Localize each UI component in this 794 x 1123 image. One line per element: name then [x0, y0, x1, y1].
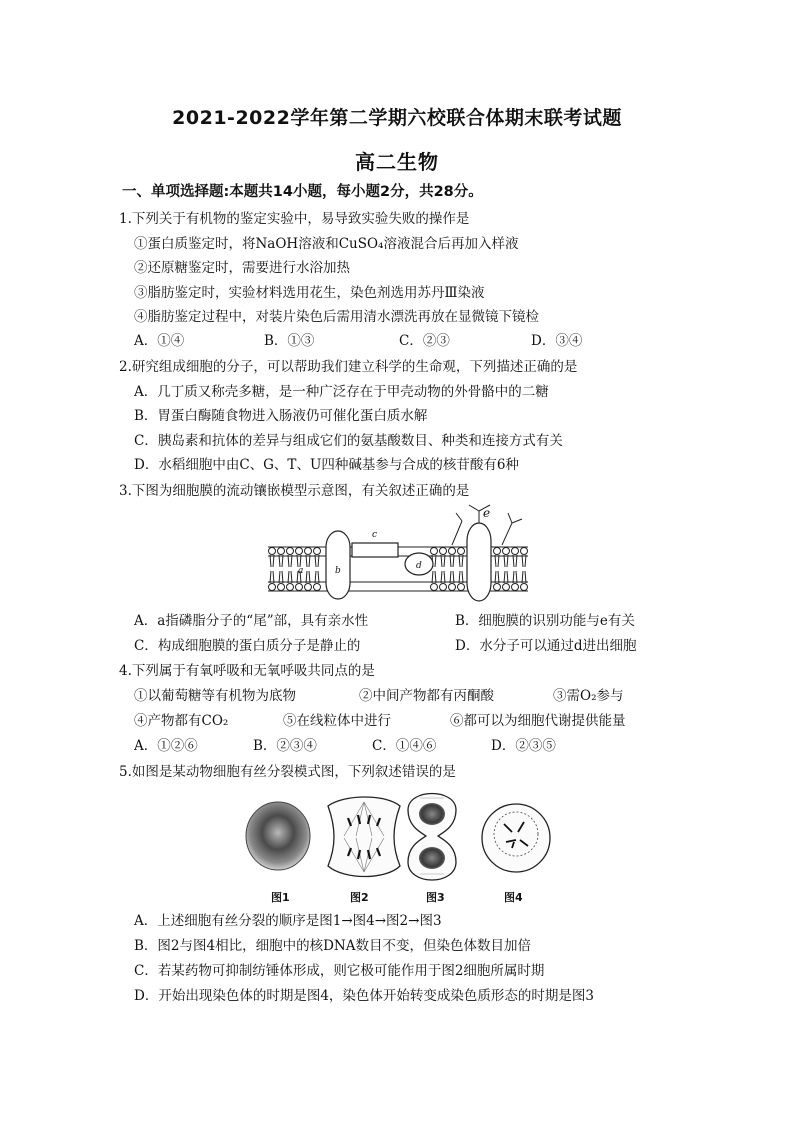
- q4-item-4: ④产物都有CO₂: [134, 713, 229, 729]
- phospholipid-tail: [495, 555, 499, 567]
- phospholipid-head: [314, 584, 321, 591]
- fig4-cell: [482, 804, 550, 872]
- mitosis-figures: [244, 788, 554, 888]
- phospholipid-head: [458, 548, 465, 555]
- label-d: d: [416, 561, 422, 571]
- q3-option-d: D．水分子可以通过d进出细胞: [455, 638, 637, 654]
- phospholipid-head: [503, 548, 510, 555]
- phospholipid-tail: [522, 571, 526, 583]
- q4-item-2: ②中间产物都有丙酮酸: [359, 688, 494, 704]
- q1-option-a: A．①④: [134, 333, 185, 349]
- phospholipid-tail: [441, 571, 445, 583]
- q3-stem: 3.下图为细胞膜的流动镶嵌模型示意图，有关叙述正确的是: [119, 483, 470, 499]
- phospholipid-head: [431, 548, 438, 555]
- phospholipid-head: [296, 584, 303, 591]
- phospholipid-tail: [306, 555, 310, 567]
- phospholipid-tail: [270, 571, 274, 583]
- q1-item-2: ②还原糖鉴定时，需要进行水浴加热: [134, 260, 350, 276]
- phospholipid-tail: [450, 571, 454, 583]
- q5-option-c: C．若某药物可抑制纺锤体形成，则它极可能作用于图2细胞所属时期: [134, 963, 545, 979]
- q1-item-3: ③脂肪鉴定时，实验材料选用花生，染色剂选用苏丹Ⅲ染液: [134, 285, 485, 301]
- phospholipid-head: [278, 548, 285, 555]
- phospholipid-head: [287, 548, 294, 555]
- q2-option-c: C．胰岛素和抗体的差异与组成它们的氨基酸数目、种类和连接方式有关: [134, 433, 563, 449]
- q1-item-1: ①蛋白质鉴定时，将NaOH溶液和CuSO₄溶液混合后再加入样液: [134, 236, 519, 252]
- q2-stem: 2.研究组成细胞的分子，可以帮助我们建立科学的生命观，下列描述正确的是: [119, 359, 578, 375]
- fig2-cell: [328, 797, 400, 877]
- fig1-caption: 图1: [271, 891, 290, 904]
- label-b: b: [335, 566, 341, 576]
- fig3-cell: [408, 794, 456, 881]
- phospholipid-head: [521, 584, 528, 591]
- phospholipid-head: [287, 584, 294, 591]
- phospholipid-tail: [459, 555, 463, 567]
- phospholipid-head: [278, 584, 285, 591]
- q4-item-1: ①以葡萄糖等有机物为底物: [134, 688, 296, 704]
- q3-option-c: C．构成细胞膜的蛋白质分子是静止的: [134, 638, 361, 654]
- phospholipid-tail: [441, 555, 445, 567]
- phospholipid-tail: [504, 555, 508, 567]
- label-c: c: [372, 530, 378, 540]
- phospholipid-tail: [432, 571, 436, 583]
- q4-option-b: B．②③④: [253, 738, 317, 754]
- exam-title: 2021-2022学年第二学期六校联合体期末联考试题: [172, 107, 622, 129]
- q3-option-b: B．细胞膜的识别功能与e有关: [455, 613, 635, 629]
- phospholipid-tail: [504, 571, 508, 583]
- phospholipid-head: [458, 584, 465, 591]
- fig2-caption: 图2: [350, 891, 369, 904]
- phospholipid-head: [440, 584, 447, 591]
- phospholipid-head: [314, 548, 321, 555]
- q5-option-b: B．图2与图4相比，细胞中的核DNA数目不变，但染色体数目加倍: [134, 938, 531, 954]
- q5-stem: 5.如图是某动物细胞有丝分裂模式图，下列叙述错误的是: [119, 764, 456, 780]
- q2-option-d: D．水稻细胞中由C、G、T、U四种碱基参与合成的核苷酸有6种: [134, 457, 519, 473]
- phospholipid-head: [449, 548, 456, 555]
- q4-stem: 4.下列属于有氧呼吸和无氧呼吸共同点的是: [119, 663, 375, 679]
- phospholipid-tail: [270, 555, 274, 567]
- phospholipid-head: [269, 584, 276, 591]
- phospholipid-tail: [306, 571, 310, 583]
- phospholipid-head: [494, 548, 501, 555]
- phospholipid-head: [440, 548, 447, 555]
- phospholipid-head: [305, 548, 312, 555]
- q2-option-b: B．胃蛋白酶随食物进入肠液仍可催化蛋白质水解: [134, 408, 428, 424]
- fig3-caption: 图3: [426, 891, 445, 904]
- q4-option-d: D．②③⑤: [491, 738, 556, 754]
- q1-stem: 1.下列关于有机物的鉴定实验中，易导致实验失败的操作是: [119, 211, 470, 227]
- phospholipid-tail: [522, 555, 526, 567]
- phospholipid-head: [305, 584, 312, 591]
- section-heading: 一、单项选择题:本题共14小题，每小题2分，共28分。: [122, 184, 483, 200]
- phospholipid-head: [512, 548, 519, 555]
- q4-item-5: ⑤在线粒体中进行: [283, 713, 391, 729]
- phospholipid-head: [521, 548, 528, 555]
- label-e: e: [483, 506, 491, 520]
- q5-option-a: A．上述细胞有丝分裂的顺序是图1→图4→图2→图3: [134, 913, 442, 929]
- q3-option-a: A．a指磷脂分子的“尾”部，具有亲水性: [134, 613, 369, 629]
- phospholipid-head: [431, 584, 438, 591]
- phospholipid-head: [449, 584, 456, 591]
- q4-item-3: ③需O₂参与: [553, 688, 624, 704]
- q1-option-c: C．②③: [399, 333, 450, 349]
- fig1-cell: [246, 802, 310, 870]
- q4-item-6: ⑥都可以为细胞代谢提供能量: [450, 713, 626, 729]
- subject-title: 高二生物: [355, 150, 439, 174]
- q4-option-a: A．①②⑥: [134, 738, 198, 754]
- phospholipid-tail: [288, 555, 292, 567]
- phospholipid-head: [269, 548, 276, 555]
- phospholipid-tail: [450, 555, 454, 567]
- phospholipid-tail: [513, 555, 517, 567]
- phospholipid-tail: [315, 555, 319, 567]
- q5-option-d: D．开始出现染色体的时期是图4，染色体开始转变成染色质形态的时期是图3: [134, 988, 595, 1004]
- phospholipid-tail: [288, 571, 292, 583]
- phospholipid-head: [512, 584, 519, 591]
- q2-option-a: A．几丁质又称壳多糖，是一种广泛存在于甲壳动物的外骨骼中的二糖: [134, 384, 549, 400]
- phospholipid-tail: [315, 571, 319, 583]
- q1-option-d: D．③④: [531, 333, 583, 349]
- phospholipid-tail: [279, 571, 283, 583]
- phospholipid-tail: [513, 571, 517, 583]
- phospholipid-head: [296, 548, 303, 555]
- label-a: a: [298, 566, 304, 576]
- phospholipid-tail: [279, 555, 283, 567]
- q1-item-4: ④脂肪鉴定过程中，对装片染色后需用清水漂洗再放在显微镜下镜检: [134, 309, 539, 325]
- cell-membrane-diagram: [262, 503, 534, 603]
- phospholipid-head: [494, 584, 501, 591]
- q1-option-b: B．①③: [264, 333, 315, 349]
- phospholipid-tail: [459, 571, 463, 583]
- phospholipid-head: [503, 584, 510, 591]
- q4-option-c: C．①④⑥: [372, 738, 437, 754]
- fig4-caption: 图4: [504, 891, 523, 904]
- phospholipid-tail: [495, 571, 499, 583]
